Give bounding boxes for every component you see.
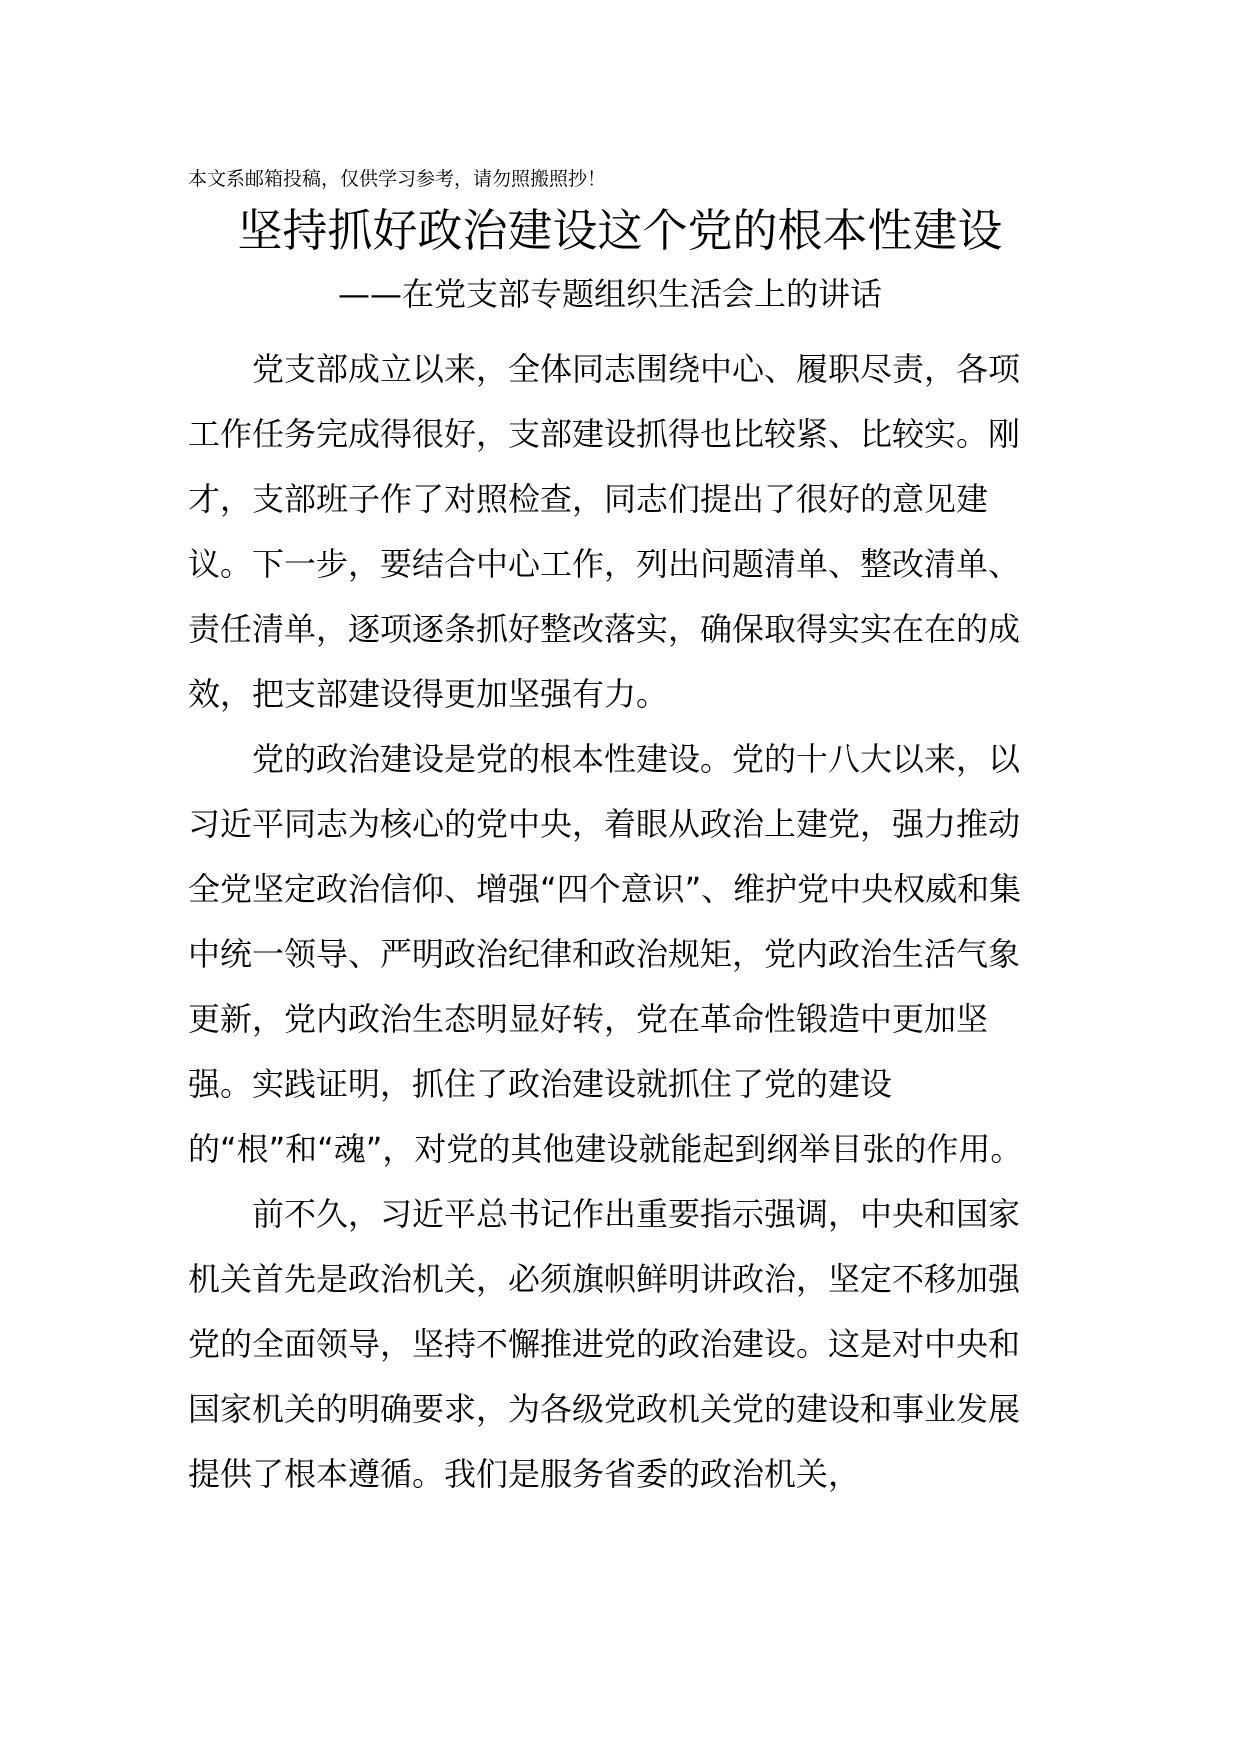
submission-notice: 本文系邮箱投稿，仅供学习参考，请勿照搬照抄！ <box>188 168 607 190</box>
document-subtitle: ——在党支部专题组织生活会上的讲话 <box>338 275 883 313</box>
document-title: 坚持抓好政治建设这个党的根本性建设 <box>237 204 1003 257</box>
paragraph: 前不久，习近平总书记作出重要指示强调，中央和国家机关首先是政治机关，必须旗帜鲜明讲政治，坚定不移加强党的全面领导，坚持不懈推进党的政治建设。这是对中央和国家机关的明确要求，为各级党政机关党的建设和事业发展提供了根本遵循。我们是服务省委的政治机关， <box>188 1195 1021 1493</box>
document-body <box>188 337 1028 1507</box>
paragraph: 党的政治建设是党的根本性建设。党的十八大以来，以习近平同志为核心的党中央，着眼从政治上建党，强力推动全党坚定政治信仰、增强“四个意识”、维护党中央权威和集中统一领导、严明政治纪律和政治规矩，党内政治生活气象更新，党内政治生态明显好转，党在革命性锻造中更加坚强。实践证明，抓住了政治建设就抓住了党的建设的“根”和“魂”，对党的其他建设就能起到纲举目张的作用。 <box>188 740 1023 1168</box>
paragraph: 党支部成立以来，全体同志围绕中心、履职尽责，各项工作任务完成得很好，支部建设抓得也比较紧、比较实。刚才，支部班子作了对照检查，同志们提出了很好的意见建议。下一步，要结合中心工作，列出问题清单、整改清单、责任清单，逐项逐条抓好整改落实，确保取得实实在在的成效，把支部建设得更加坚强有力。 <box>188 350 1021 713</box>
